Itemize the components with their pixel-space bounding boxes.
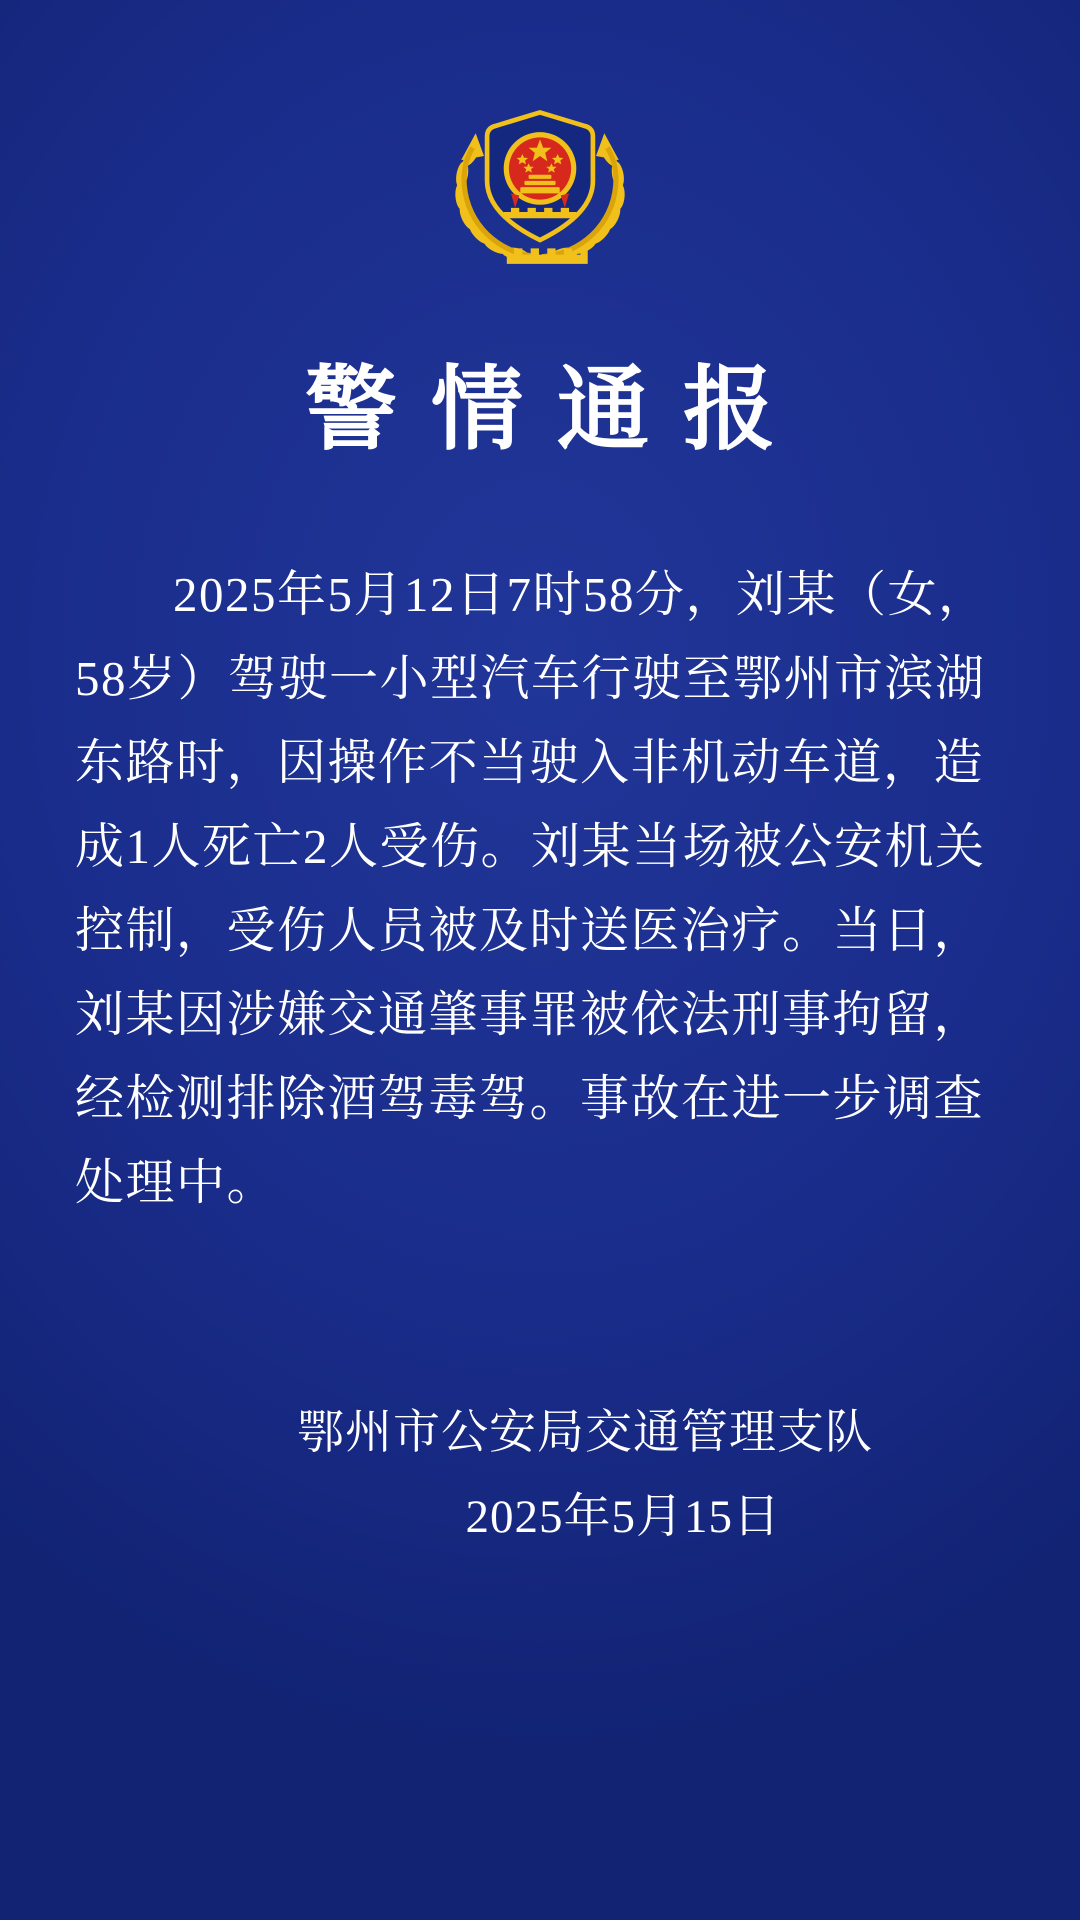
notice-line: 处理中。 bbox=[75, 1154, 278, 1210]
notice-line: 东路时，因操作不当驶入非机动车道，造 bbox=[75, 734, 985, 790]
emblem-container bbox=[0, 0, 1080, 266]
signature-agency: 鄂州市公安局交通管理支队 bbox=[297, 1406, 873, 1459]
notice-line: 刘某因涉嫌交通肇事罪被依法刑事拘留， bbox=[75, 986, 985, 1042]
notice-body bbox=[75, 553, 1005, 1225]
police-badge-icon bbox=[445, 100, 635, 266]
notice-line: 58岁）驾驶一小型汽车行驶至鄂州市滨湖 bbox=[75, 650, 986, 706]
notice-title: 警情通报 bbox=[304, 359, 809, 461]
notice-line: 经检测排除酒驾毒驾。事故在进一步调查 bbox=[75, 1070, 985, 1126]
notice-line: 控制，受伤人员被及时送医治疗。当日， bbox=[75, 902, 985, 958]
signature-block bbox=[0, 1391, 1080, 1559]
notice-line: 成1人死亡2人受伤。刘某当场被公安机关 bbox=[75, 818, 986, 874]
notice-line: 2025年5月12日7时58分，刘某（女， bbox=[173, 566, 989, 622]
signature-date: 2025年5月15日 bbox=[465, 1490, 781, 1543]
